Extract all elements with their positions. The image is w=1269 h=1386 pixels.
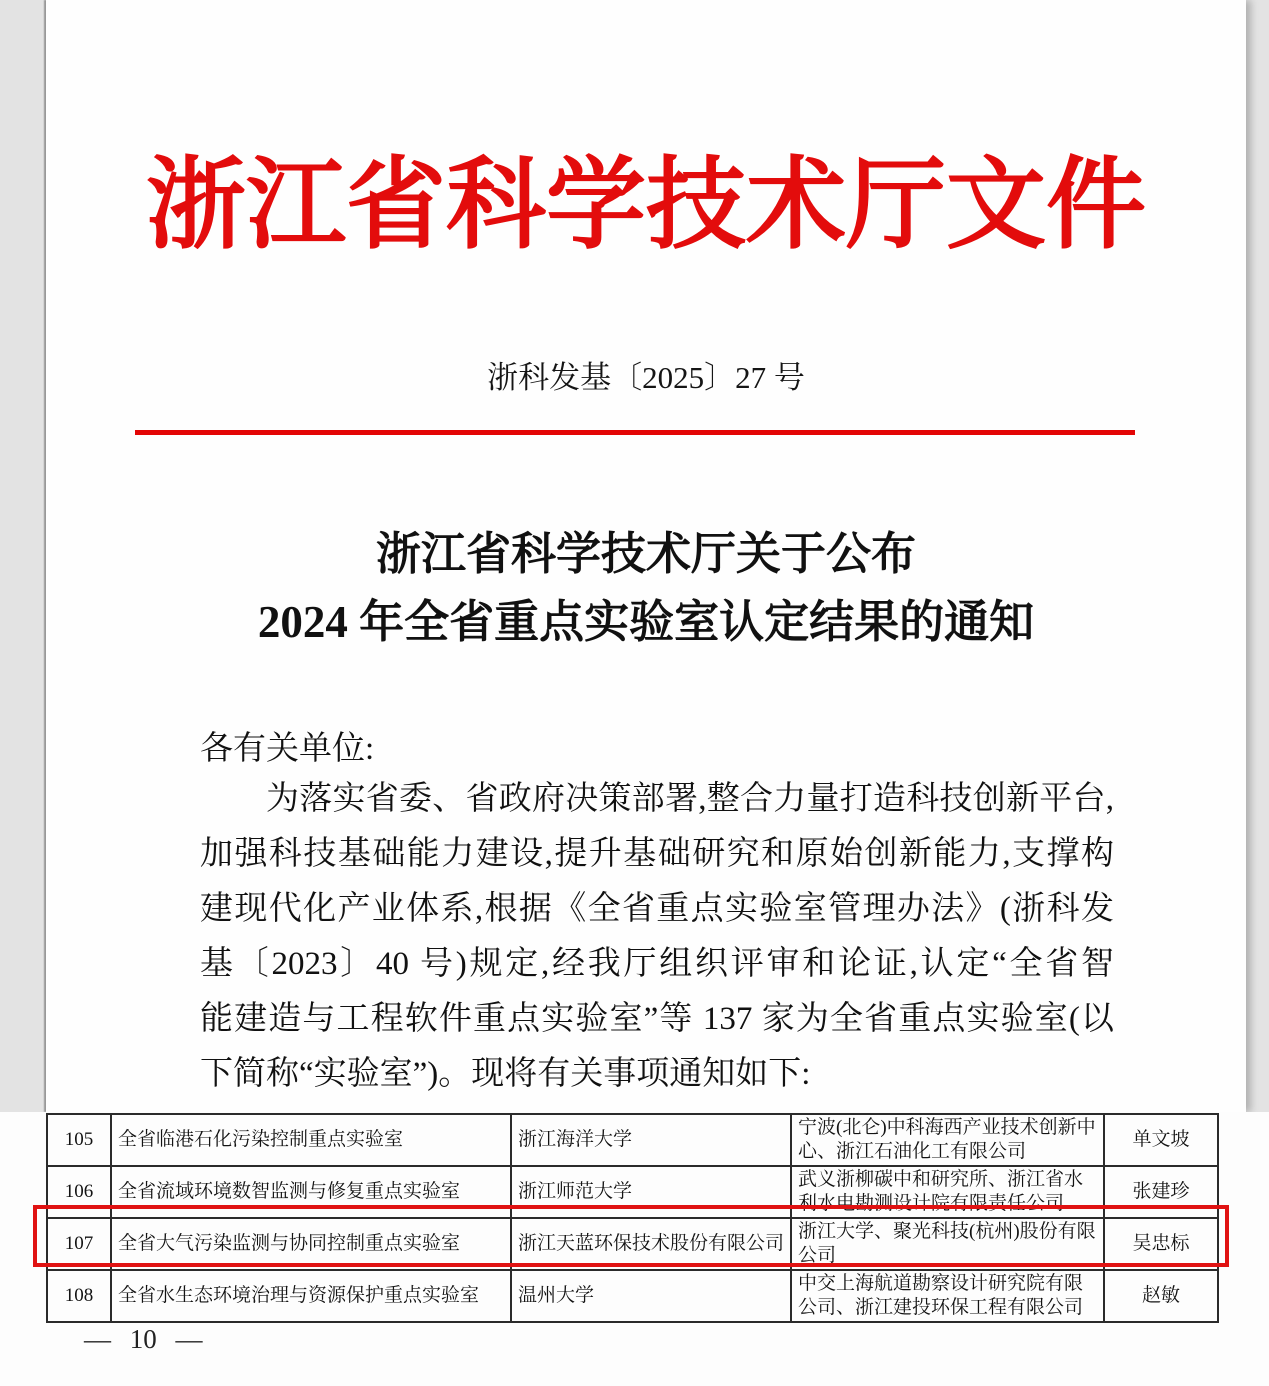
lab-name-cell: 全省流域环境数智监测与修复重点实验室 xyxy=(111,1166,511,1218)
host-institution-cell: 浙江海洋大学 xyxy=(511,1114,791,1166)
table-row xyxy=(47,1270,1218,1322)
lab-name-cell: 全省临港石化污染控制重点实验室 xyxy=(111,1114,511,1166)
body-paragraph xyxy=(200,772,1114,1102)
row-number-cell: 107 xyxy=(47,1218,111,1270)
partner-institutions-cell: 宁波(北仑)中科海西产业技术创新中心、浙江石油化工有限公司 xyxy=(791,1114,1104,1166)
document-number: 浙科发基〔2025〕27 号 xyxy=(487,360,805,395)
notice-title-line1: 浙江省科学技术厅关于公布 xyxy=(375,529,916,579)
host-institution-cell: 温州大学 xyxy=(511,1270,791,1322)
notice-title-line2: 2024 年全省重点实验室认定结果的通知 xyxy=(257,597,1035,647)
lab-name-cell: 全省大气污染监测与协同控制重点实验室 xyxy=(111,1218,511,1270)
agency-header-title: 浙江省科学技术厅文件 xyxy=(146,150,1146,261)
director-cell: 吴忠标 xyxy=(1104,1218,1218,1270)
director-cell: 张建珍 xyxy=(1104,1166,1218,1218)
partner-institutions-cell: 武义浙柳碳中和研究所、浙江省水利水电勘测设计院有限责任公司 xyxy=(791,1166,1104,1218)
director-cell: 单文坡 xyxy=(1104,1114,1218,1166)
body-line: 下简称“实验室”)。现将有关事项通知如下: xyxy=(200,1056,811,1092)
row-107-highlight-box xyxy=(33,1205,1229,1267)
body-line: 为落实省委、省政府决策部署,整合力量打造科技创新平台, xyxy=(266,781,1114,817)
body-line: 加强科技基础能力建设,提升基础研究和原始创新能力,支撑构 xyxy=(200,836,1114,872)
lab-name-cell: 全省水生态环境治理与资源保护重点实验室 xyxy=(111,1270,511,1322)
host-institution-cell: 浙江师范大学 xyxy=(511,1166,791,1218)
body-line: 能建造与工程软件重点实验室”等 137 家为全省重点实验室(以 xyxy=(200,1001,1114,1037)
body-line: 基〔2023〕40 号)规定,经我厅组织评审和论证,认定“全省智 xyxy=(200,946,1114,982)
host-institution-cell: 浙江天蓝环保技术股份有限公司 xyxy=(511,1218,791,1270)
body-line: 建现代化产业体系,根据《全省重点实验室管理办法》(浙科发 xyxy=(200,891,1114,927)
director-cell: 赵敏 xyxy=(1104,1270,1218,1322)
salutation: 各有关单位: xyxy=(200,731,375,767)
table-row xyxy=(47,1114,1218,1166)
red-separator-rule xyxy=(135,430,1135,435)
page-number: — 10 — xyxy=(84,1324,203,1354)
partner-institutions-cell: 中交上海航道勘察设计研究院有限公司、浙江建投环保工程有限公司 xyxy=(791,1270,1104,1322)
row-number-cell: 106 xyxy=(47,1166,111,1218)
row-number-cell: 105 xyxy=(47,1114,111,1166)
partner-institutions-cell: 浙江大学、聚光科技(杭州)股份有限公司 xyxy=(791,1218,1104,1270)
row-number-cell: 108 xyxy=(47,1270,111,1322)
